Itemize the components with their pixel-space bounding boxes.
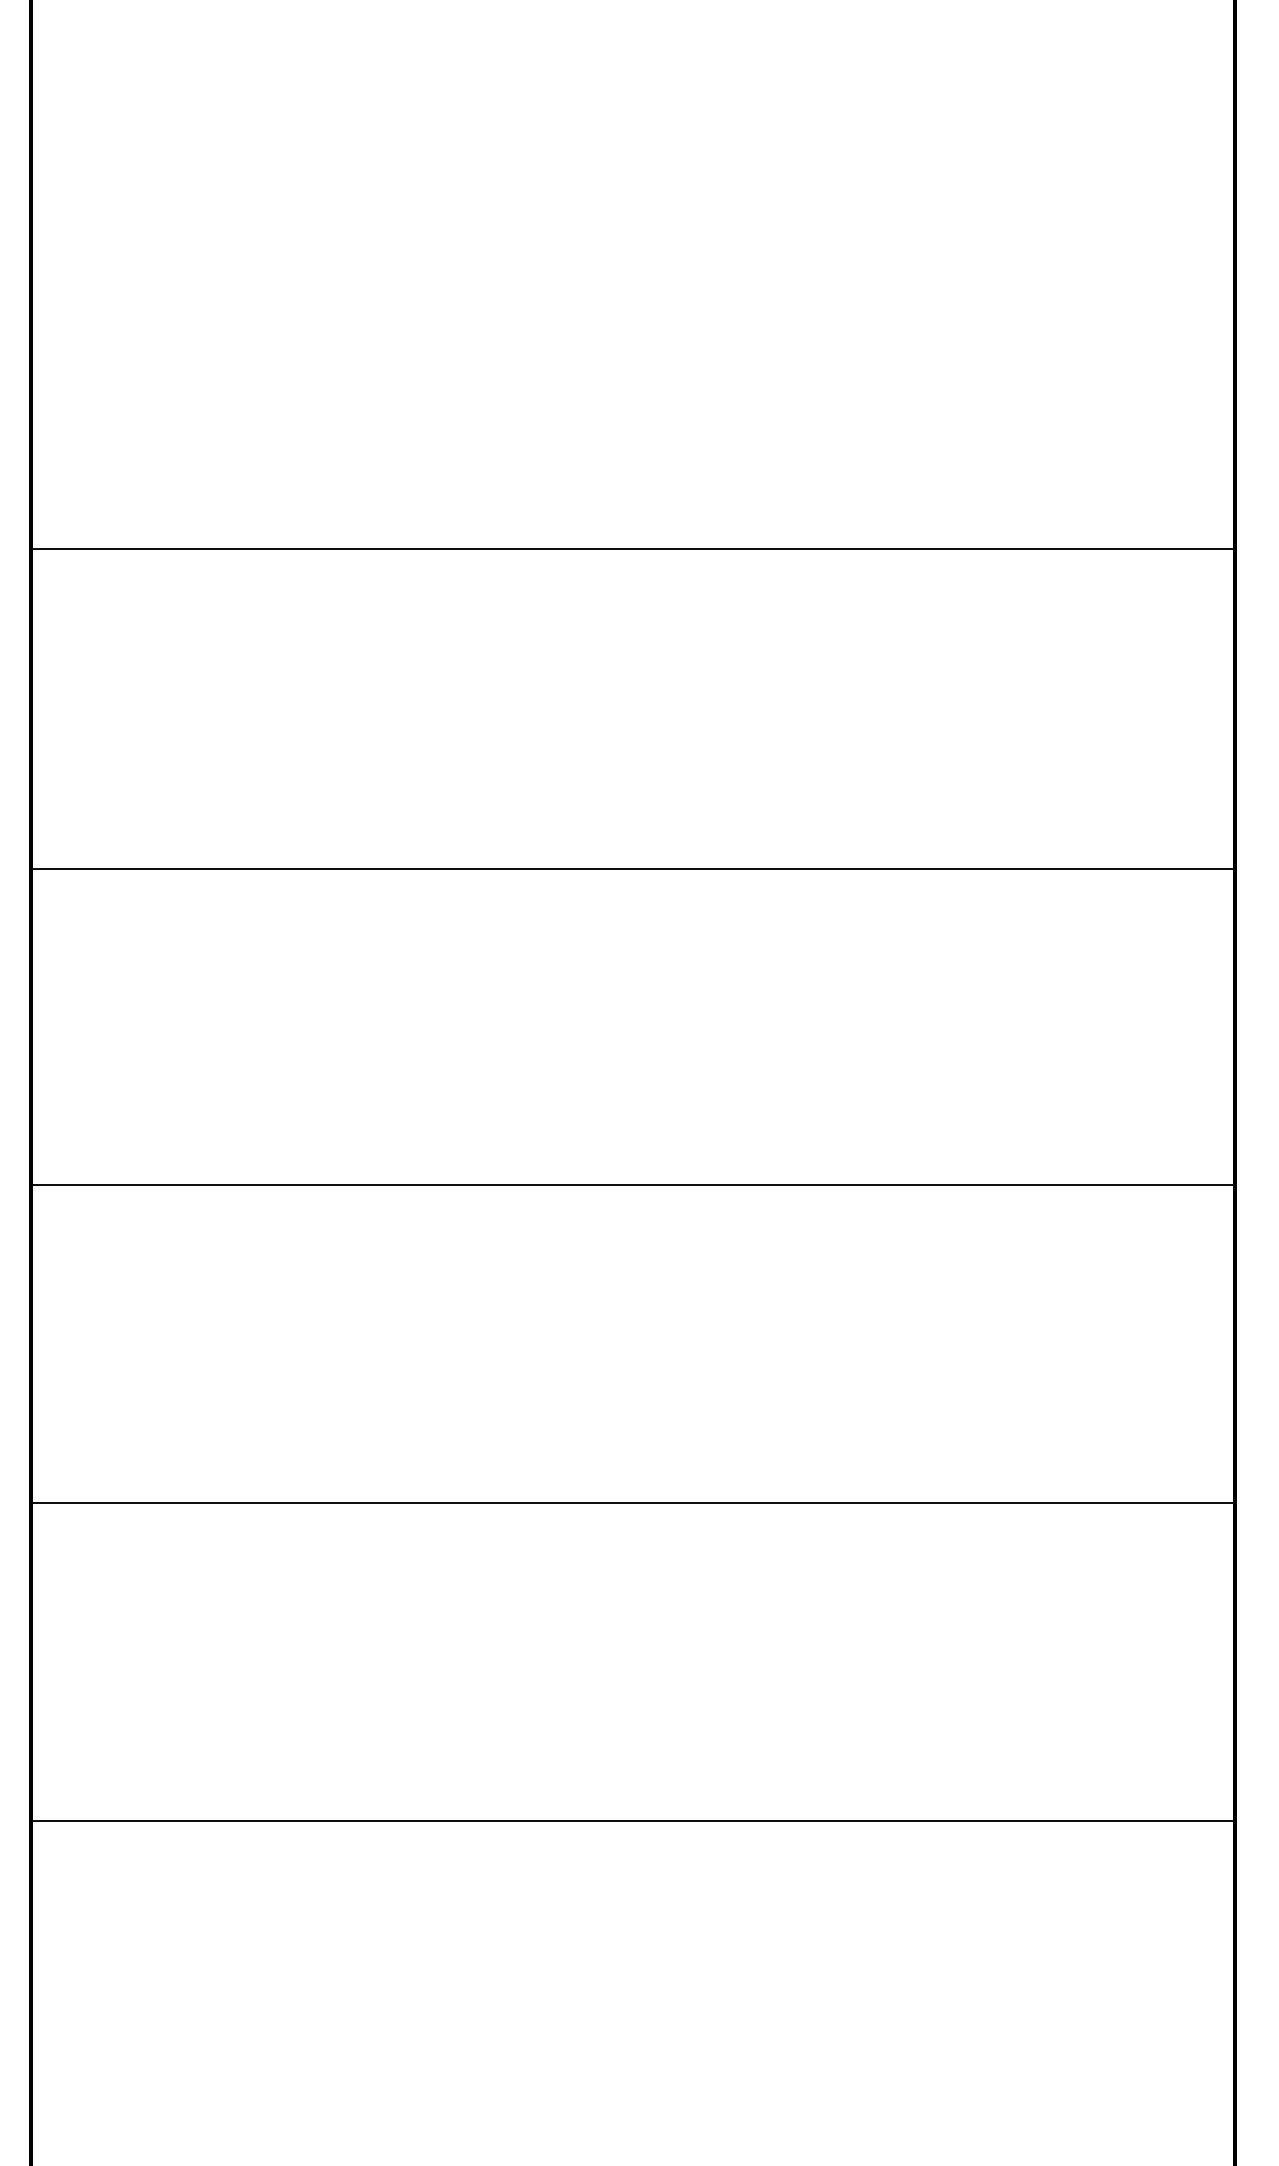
- section-divider: [33, 1184, 1233, 1186]
- section-divider: [33, 868, 1233, 870]
- section-divider: [33, 548, 1233, 550]
- section-divider: [33, 1820, 1233, 1822]
- section-divider: [33, 1502, 1233, 1504]
- amendment-column-3: [560, 1510, 1228, 1815]
- amendment-column-2: [560, 1192, 1228, 1497]
- page-border-left: [29, 0, 33, 2166]
- current-law-column: [560, 1828, 1228, 2148]
- page-border-right: [1233, 0, 1237, 2166]
- reason-block: [560, 20, 1228, 540]
- amendment-column-1: [560, 878, 1228, 1178]
